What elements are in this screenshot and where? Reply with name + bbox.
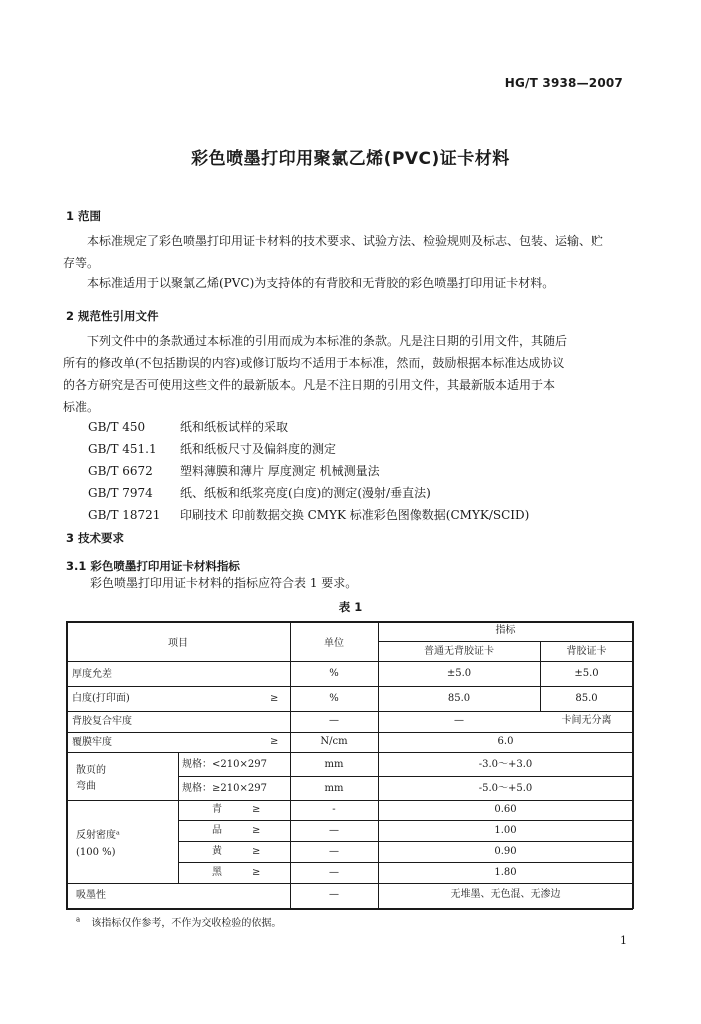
row-density-op: ≥	[252, 846, 261, 857]
row-backing-label: 背胶复合牢度	[72, 716, 132, 727]
table-header-item: 项目	[168, 638, 188, 649]
reference-title: 纸和纸板尺寸及偏斜度的测定	[180, 442, 337, 456]
row-density-color: 青	[212, 804, 222, 815]
row-backing-unit: —	[329, 715, 339, 726]
row-coating-value: 6.0	[497, 736, 514, 747]
row-whiteness-label: 白度(打印面)	[72, 693, 130, 704]
table-header-col-a: 普通无背胶证卡	[424, 646, 494, 657]
row-density-op: ≥	[252, 804, 261, 815]
row-density-label-line-1: 反射密度ᵃ	[76, 830, 120, 841]
row-warp-unit-2: mm	[324, 783, 344, 794]
row-warp-value-2: -5.0～+5.0	[478, 783, 533, 794]
row-density-value: 1.80	[494, 867, 517, 878]
row-warp-spec-2: 规格：≥210×297	[182, 783, 267, 794]
row-density-color: 品	[212, 825, 222, 836]
row-whiteness-a: 85.0	[447, 693, 471, 704]
row-whiteness-unit: %	[329, 693, 339, 704]
row-backing-a: —	[454, 715, 464, 726]
section-2-para-line-1: 下列文件中的条款通过本标准的引用而成为本标准的条款。凡是注日期的引用文件，其随后	[87, 334, 568, 348]
row-density-op: ≥	[252, 867, 261, 878]
section-1-para-2: 本标准适用于以聚氯乙烯(PVC)为支持体的有背胶和无背胶的彩色喷墨打印用证卡材料。	[87, 276, 555, 290]
table-footnote	[76, 914, 281, 929]
section-2-para-line-4: 标准。	[63, 400, 100, 414]
row-coating-unit: N/cm	[320, 736, 348, 747]
section-1-para-1-line-2: 存等。	[63, 256, 100, 270]
row-whiteness-b: 85.0	[575, 693, 598, 704]
row-ink-absorb-unit: —	[329, 889, 339, 900]
row-density-color: 黄	[212, 846, 222, 857]
row-thickness-a: ±5.0	[446, 668, 472, 679]
row-density-unit: -	[332, 804, 336, 815]
row-density-value: 1.00	[494, 825, 517, 836]
table-header-unit: 单位	[324, 638, 344, 649]
reference-title: 印刷技术 印前数据交换 CMYK 标准彩色图像数据(CMYK/SCID)	[180, 508, 530, 522]
row-density-unit: —	[329, 825, 339, 836]
section-1-heading: 1 范围	[66, 209, 102, 223]
reference-code: GB/T 7974	[88, 486, 153, 500]
table-1-title: 表 1	[338, 600, 363, 614]
row-ink-absorb-label: 吸墨性	[76, 890, 106, 901]
section-3-heading: 3 技术要求	[66, 531, 125, 545]
row-warp-label-line-2: 弯曲	[76, 781, 96, 792]
standard-number: HG/T 3938—2007	[504, 76, 623, 90]
reference-code: GB/T 451.1	[88, 442, 157, 456]
row-ink-absorb-value: 无堆墨、无色混、无渗边	[450, 889, 561, 900]
footnote-text: 该指标仅作参考，不作为交收检验的依据。	[91, 918, 282, 929]
page-number: 1	[620, 934, 627, 947]
table-header-index: 指标	[495, 625, 516, 636]
footnote-mark: a	[76, 915, 81, 924]
section-3-1-heading: 3.1 彩色喷墨打印用证卡材料指标	[66, 559, 240, 573]
row-density-color: 黑	[212, 867, 222, 878]
row-density-unit: —	[329, 846, 339, 857]
reference-title: 塑料薄膜和薄片 厚度测定 机械测量法	[180, 464, 380, 478]
section-1-para-1-line-1: 本标准规定了彩色喷墨打印用证卡材料的技术要求、试验方法、检验规则及标志、包装、运输、贮	[87, 234, 604, 248]
row-density-value: 0.60	[494, 804, 517, 815]
row-coating-op: ≥	[270, 736, 279, 747]
section-3-1-text: 彩色喷墨打印用证卡材料的指标应符合表 1 要求。	[90, 576, 358, 590]
row-whiteness-op: ≥	[270, 693, 279, 704]
row-warp-value-1: -3.0～+3.0	[478, 759, 533, 770]
row-backing-b: 卡间无分离	[561, 715, 612, 726]
row-density-value: 0.90	[494, 846, 517, 857]
document-title: 彩色喷墨打印用聚氯乙烯(PVC)证卡材料	[191, 149, 510, 169]
section-2-para-line-2: 所有的修改单(不包括勘误的内容)或修订版均不适用于本标准，然而，鼓励根据本标准达成协议	[63, 356, 565, 370]
reference-code: GB/T 6672	[88, 464, 153, 478]
row-thickness-b: ±5.0	[574, 668, 599, 679]
row-warp-spec-1: 规格：<210×297	[182, 759, 267, 770]
row-warp-label-line-1: 散页的	[76, 765, 106, 776]
row-warp-unit-1: mm	[324, 759, 344, 770]
reference-code: GB/T 450	[88, 420, 146, 434]
reference-title: 纸和纸板试样的采取	[180, 420, 289, 434]
row-thickness-unit: %	[329, 668, 339, 679]
reference-title: 纸、纸板和纸浆亮度(白度)的测定(漫射/垂直法)	[180, 486, 431, 500]
row-coating-label: 覆膜牢度	[72, 737, 112, 748]
row-density-unit: —	[329, 867, 339, 878]
section-2-para-line-3: 的各方研究是否可使用这些文件的最新版本。凡是不注日期的引用文件，其最新版本适用于本	[63, 378, 556, 392]
reference-code: GB/T 18721	[88, 508, 161, 522]
row-density-label-line-2: (100 %)	[76, 847, 116, 858]
section-2-heading: 2 规范性引用文件	[66, 309, 159, 323]
row-density-op: ≥	[252, 825, 261, 836]
table-header-col-b: 背胶证卡	[566, 646, 607, 657]
row-thickness-label: 厚度允差	[72, 669, 112, 680]
